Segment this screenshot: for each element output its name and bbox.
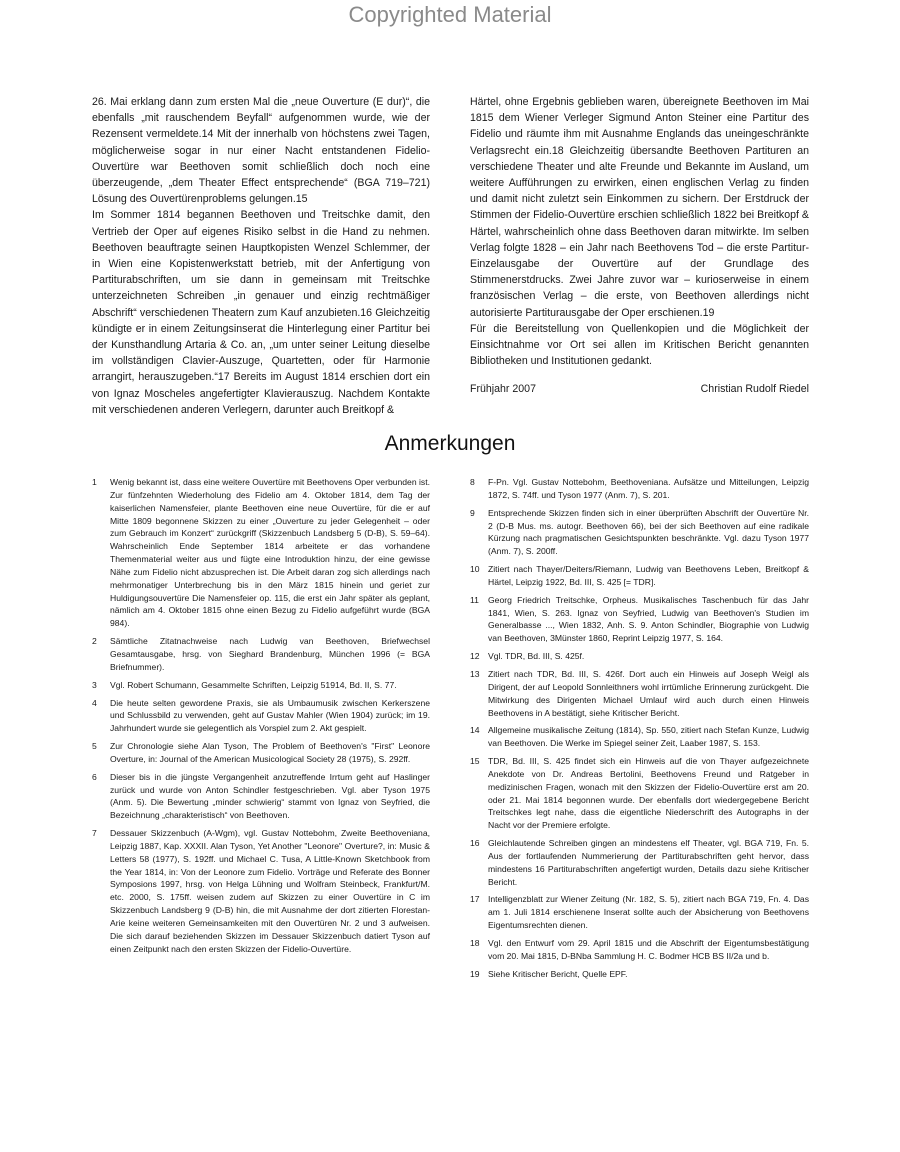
footnote-number: 17 [470, 894, 480, 905]
footnote [470, 476, 809, 502]
body-column-left [92, 94, 430, 418]
footnote-text: Vgl. Robert Schumann, Gesammelte Schriften, Leipzig 51914, Bd. II, S. 77. [110, 679, 397, 690]
preface-author: Christian Rudolf Riedel [700, 383, 809, 395]
footnote-number: 14 [470, 725, 480, 736]
footnote-number: 15 [470, 756, 480, 767]
footnote-number: 2 [92, 636, 97, 647]
preface-date: Frühjahr 2007 [470, 383, 536, 395]
body-paragraph: Im Sommer 1814 begannen Beethoven und Treitschke damit, den Vertrieb der Oper auf eigenes Risiko selbst in die Hand zu nehmen. Beethoven beauftragte seinen Hauptkopisten Wenzel Schlemmer, der in Wien eine Kopistenwerkstatt betrieb, mit der Anfertigung von Partiturabschriften, um sie dann in gemeinsam mit Treitschke unterzeichneten Schreiben „in genauer und einzig rechtmäßiger Abschrift“ verschiedenen Theatern zum Kauf anzubieten.16 Gleichzeitig kündigte er in einem Zeitungsinserat die Hinterlegung einer Partitur bei der Kunsthandlung Artaria & Co. an, „um unter seiner Leitung dieselbe im vollständigen Clavier-Auszuge, Quartetten, oder für Harmonie arrangirt, herauszugeben.“17 Bereits im August 1814 erschien dort ein von Ignaz Moscheles angefertigter Klavierauszug. Nachdem Kontakte mit verschiedenen anderen Verlegern, darunter auch Breitkopf & [92, 209, 430, 416]
footnote [92, 827, 430, 955]
footnote [470, 650, 809, 663]
footnote-number: 18 [470, 938, 480, 948]
footnote [92, 679, 430, 692]
footnote [470, 507, 809, 558]
footnote-text: Zitiert nach Thayer/Deiters/Riemann, Ludwig van Beethovens Leben, Breitkopf & Härtel, Leipzig 1922, Bd. III, S. 425 [= TDR]. [488, 564, 809, 587]
footnote-text: Zur Chronologie siehe Alan Tyson, The Problem of Beethoven's "First" Leonore Overture, in: Journal of the American Musicological Society 28 (1975), S. 292ff. [110, 741, 430, 764]
footnote-number: 11 [470, 594, 479, 605]
notes-heading: Anmerkungen [384, 432, 516, 455]
footnote [470, 668, 809, 719]
footnote-number: 13 [470, 668, 480, 679]
footnote-number: 12 [470, 651, 480, 662]
footnote [92, 697, 430, 736]
footnote [470, 724, 809, 750]
footnote-number: 1 [92, 477, 97, 487]
footnote-text: Intelligenzblatt zur Wiener Zeitung (Nr. 182, S. 5), zitiert nach BGA 719, Fn. 4. Das am 1. Juli 1814 erschienene Inserat sollte auch der Absicherung von Beethovens Eigentumsrechten dienen. [488, 894, 809, 931]
footnote-text: Vgl. den Entwurf vom 29. April 1815 und die Abschrift der Eigentumsbestätigung vom 20. Mai 1815, D-BNba Sammlung H. C. Bodmer HCB BS II/2a und b. [488, 938, 809, 961]
body-paragraph: Härtel, ohne Ergebnis geblieben waren, übereignete Beethoven im Mai 1815 dem Wiener Verleger Sigmund Anton Steiner eine Partitur des Fidelio und räumte ihm mit Ausnahme Englands das uneingeschränkte Verlagsrecht ein.18 Gleichzeitig übersandte Beethoven Partituren an verschiedene Theater und alte Freunde und Bekannte im Ausland, um weitere Aufführungen zu erwirken, einen englischen Verlag zu finden und damit nicht zuletzt sein Einkommen zu sichern. Der Erstdruck der Stimmen der Fidelio-Ouvertüre erschien schließlich 1822 bei Breitkopf & Härtel, wahrscheinlich ohne dass Beethoven daran mitwirkte. Im selben Verlag folgte 1828 – ein Jahr nach Beethovens Tod – die erste Partitur-Einzelausgabe der Ouvertüre auf der Grundlage des Stimmenerstdrucks. Zwei Jahre zuvor war – kurioserweise in einem französischen Verlag – die erste, von Beethoven allerdings nicht autorisierte Partiturausgabe der Oper erschienen.19 [470, 96, 809, 319]
footnote [92, 635, 430, 674]
footnote-number: 3 [92, 679, 97, 690]
body-paragraph: Für die Bereitstellung von Quellenkopien und die Möglichkeit der Einsichtnahme vor Ort sei allen im Kritischen Bericht genannten Bibliotheken und Institutionen gedankt. [470, 322, 809, 368]
footnote-number: 7 [92, 828, 97, 839]
footnote-number: 9 [470, 507, 475, 518]
footnote-text: TDR, Bd. III, S. 425 findet sich ein Hinweis auf die von Thayer aufgezeichnete Anekdote von Dr. Andreas Bertolini, Beethovens Freund und Ratgeber in medizinischen Fragen, wonach mit den Skizzen der Fidelio-Ouvertüre erst am 20. oder 21. Mai 1814 begonnen wurde. Der ebenfalls dort wiedergegebene Bericht Treitschkes legt nahe, dass die eigentliche Niederschrift des Autographs in der Nacht vor der Premiere erfolgte. [488, 756, 809, 831]
footnote-text: Georg Friedrich Treitschke, Orpheus. Musikalisches Taschenbuch für das Jahr 1841, Wien, S. 263. Ignaz von Seyfried, Ludwig van Beethoven's Studien im Generalbasse ..., Wien 1832, Anh. S. 9. Anton Schindler, Biographie von Ludwig van Beethoven, 3Münster 1860, Reprint Leipzig 1977, S. 164. [488, 594, 809, 644]
footnote-text: Vgl. TDR, Bd. III, S. 425f. [488, 651, 585, 662]
footnote [92, 740, 430, 766]
body-paragraph: 26. Mai erklang dann zum ersten Mal die „neue Ouverture (E dur)“, die ebenfalls „mit rauschendem Beyfall“ aufgenommen wurde, wie der Rezensent vermeldete.14 Mit der innerhalb von höchstens zwei Tagen, möglicherweise sogar in nur einer Nacht entstandenen Fidelio-Ouvertüre war Beethoven somit schließlich doch noch eine überzeugende, „dem Theater Effect entsprechende“ (BGA 719–721) Lösung des Ouvertürenproblems gelungen.15 [92, 96, 430, 206]
footnote-text: Entsprechende Skizzen finden sich in einer überprüften Abschrift der Ouvertüre Nr. 2 (D-B Mus. ms. autogr. Beethoven 66), bei der sich Beethoven auf eine radikale Kürzung nach pragmatischen Gesichtspunkten beschränkte. Vgl. dazu Tyson 1977 (Anm. 7), S. 200ff. [488, 507, 809, 557]
footnote-text: Dieser bis in die jüngste Vergangenheit anzutreffende Irrtum geht auf Haslinger zurück und wurde von Anton Schindler festgeschrieben. Vgl. aber Tyson 1975 (Anm. 5). Die Bewertung „minder schwierig“ stammt von Ignaz von Seyfried, die Bezeichnung „charakteristisch“ von Beethoven. [110, 771, 430, 821]
body-column-right [470, 94, 809, 369]
footnote [470, 755, 809, 832]
footnote [92, 771, 430, 822]
footnote-number: 4 [92, 697, 97, 708]
footnote [470, 893, 809, 932]
footnote-number: 5 [92, 741, 97, 752]
footnote-text: Sämtliche Zitatnachweise nach Ludwig van Beethoven, Briefwechsel Gesamtausgabe, hrsg. von Sieghard Brandenburg, München 1996 (= BGA Briefnummer). [110, 636, 430, 672]
footnote-text: Siehe Kritischer Bericht, Quelle EPF. [488, 968, 628, 979]
copyright-watermark: Copyrighted Material [348, 2, 552, 27]
footnote [470, 968, 809, 981]
footnote-text: Gleichlautende Schreiben gingen an mindestens elf Theater, vgl. BGA 719, Fn. 5. Aus der fortlaufenden Nummerierung der Partiturabschriften geht hervor, dass mindestens 16 Partiturabschriften angefertigt wurden, Details dazu siehe Kritischer Bericht. [488, 838, 809, 887]
footnote-text: Die heute selten gewordene Praxis, sie als Umbaumusik zwischen Kerkerszene und Schlussbild zu verwenden, geht auf Gustav Mahler (Wien 1904) zurück; im 19. Jahrhundert wurde sie gelegentlich als Vorspiel zum 2. Akt gespielt. [110, 697, 430, 734]
footnote [470, 937, 809, 963]
footnote-number: 16 [470, 838, 480, 849]
footnote-number: 10 [470, 564, 480, 575]
footnote-number: 6 [92, 771, 97, 782]
footnote-text: Dessauer Skizzenbuch (A-Wgm), vgl. Gustav Nottebohm, Zweite Beethoveniana, Leipzig 1887, Kap. XXXII. Alan Tyson, Yet Another "Leonore" Overture?, in: Music & Letters 58 (1977), S. 192ff. und Michael C. Tusa, A Little-Known Sketchbook from the Year 1814, in: Von der Leonore zum Fidelio. Vorträge und Referate des Bonner Symposions 1997, hrsg. von Helga Lühning und Wolfram Steinbeck, Frankfurt/M. etc. 2000, S. 175ff. weisen zudem auf Skizzen zu einer Ouvertüre in C im Skizzenbuch Landsberg 9 (D-B) hin, die mit Ausnahme der dort zitierten Florestan-Arie keine weiteren Gemeinsamkeiten mit den Ouvertüren Nr. 2 und 3 aufweisen. Die sich darauf beziehenden Skizzen im Dessauer Skizzenbuch datiert Tyson auf einen Zeitpunkt nach den ersten Skizzen der Fidelio-Ouvertüre. [110, 828, 430, 954]
footnote [470, 563, 809, 589]
footnote-text: Allgemeine musikalische Zeitung (1814), Sp. 550, zitiert nach Stefan Kunze, Ludwig van Beethoven. Die Werke im Spiegel seiner Zeit, Laaber 1987, S. 153. [488, 725, 809, 749]
footnote-text: F-Pn. Vgl. Gustav Nottebohm, Beethoveniana. Aufsätze und Mitteilungen, Leipzig 1872, S. 74ff. und Tyson 1977 (Anm. 7), S. 201. [488, 477, 809, 500]
footnote [92, 476, 430, 630]
footnote-number: 19 [470, 968, 480, 979]
signature-line [470, 383, 809, 395]
notes-column-left [92, 476, 430, 961]
footnote-text: Zitiert nach TDR, Bd. III, S. 426f. Dort auch ein Hinweis auf Joseph Weigl als Dirigent, der auf Leopold Sonnleithners wohl irrtümliche Erinnerung zurückgeht. Die Mitwirkung des Dirigenten Michael Umlauf wird auch durch einen Hinweis Beethovens in A bestätigt, siehe Kritischer Bericht. [488, 668, 809, 718]
footnote [470, 837, 809, 888]
footnote [470, 594, 809, 645]
notes-column-right [470, 476, 809, 986]
footnote-text: Wenig bekannt ist, dass eine weitere Ouvertüre mit Beethovens Oper verbunden ist. Zur fünfzehnten Wiederholung des Fidelio am 4. Oktober 1814, dem Tag der kaiserlichen Namensfeier, plante Beethoven eine neue Ouvertüre, für die er auf Mitte 1809 begonnene Skizzen zu einer „Ouverture zu jeder Gelegenheit – oder zum Gebrauch im Konzert“ zurückgriff (Skizzenbuch Landsberg 5 (D-B), S. 59–64). Wahrscheinlich Ende September 1814 arbeitete er das vorhandene Themenmaterial weiter aus und fügte eine Introduktion hinzu, der eine gewisse Nähe zum Fidelio nicht abzusprechen ist. Die Arbeit daran zog sich allerdings nach mehrmonatiger Unterbrechung bis in den März 1815 hinein und geriet zur Huldigungsouvertüre Die Namensfeier op. 115, die erst ein Jahr später als geplant, nämlich am 4. Oktober 1815 ohne einen Bezug zu Fidelio aufgeführt wurde (BGA 984). [110, 477, 430, 629]
footnote-number: 8 [470, 477, 475, 487]
